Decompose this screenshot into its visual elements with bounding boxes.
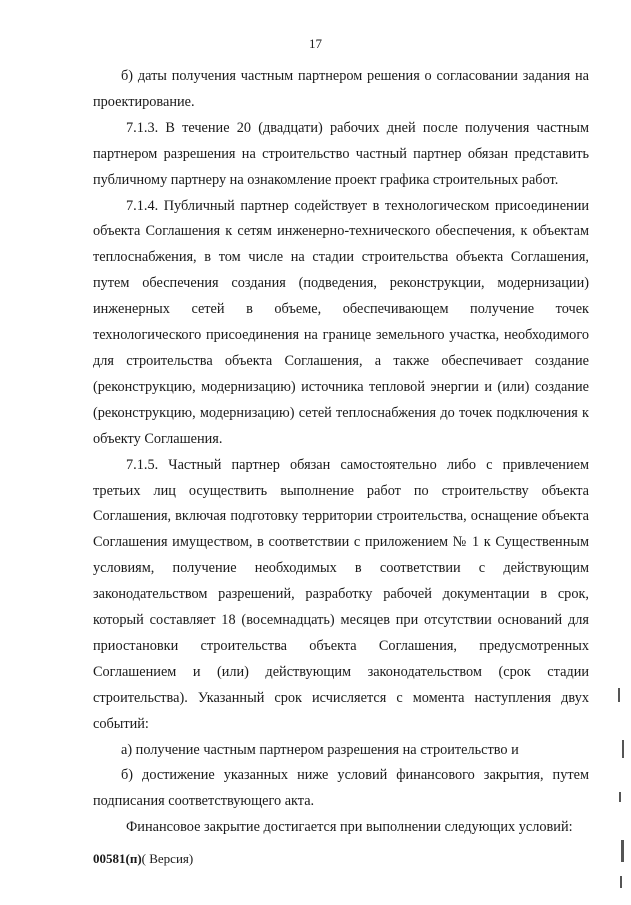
paragraph-item-b-financial: б) достижение указанных ниже условий финансового закрытия, путем подписания соответствующего акта. xyxy=(93,767,589,810)
paragraph-7-1-4: 7.1.4. Публичный партнер содействует в технологическом присоединении объекта Соглашения к сетям инженерно-технического обеспечения, к объектам теплоснабжения, в том числе на стадии строительства объекта Соглашения, путем обеспечения создания (подведения, реконструкции, модернизации) инженерных сетей в объеме, обеспечивающем получение точек технологического присоединения на границе земельного участка, необходимого для строительства объекта Соглашения, а также обеспечивает создание (реконструкцию, модернизацию) источника тепловой энергии и (или) создание (реконструкцию, модернизацию) сетей теплоснабжения до точек подключения к объекту Соглашения. xyxy=(93,197,589,447)
page-number: 17 xyxy=(309,36,322,51)
paragraph-financial-closing: Финансовое закрытие достигается при выполнении следующих условий: xyxy=(126,819,573,836)
scan-artifact xyxy=(621,840,624,862)
document-body xyxy=(93,64,589,841)
document-code: 00581(п) xyxy=(93,851,142,866)
document-footer xyxy=(93,851,193,867)
paragraph-item-a: а) получение частным партнером разрешения на строительство и xyxy=(121,741,519,758)
paragraph-item-b-dates: б) даты получения частным партнером решения о согласовании задания на проектирование. xyxy=(93,68,589,110)
document-version: ( Версия) xyxy=(141,851,194,866)
scan-artifact xyxy=(620,876,622,888)
paragraph-7-1-3: 7.1.3. В течение 20 (двадцати) рабочих дней после получения частным партнером разрешения на строительство частный партнер обязан представить публичному партнеру на ознакомление проект графика строительных работ. xyxy=(93,119,589,188)
scan-artifact xyxy=(618,688,620,702)
scan-artifact xyxy=(622,740,624,758)
scan-artifact xyxy=(619,792,621,802)
paragraph-7-1-5: 7.1.5. Частный партнер обязан самостоятельно либо с привлечением третьих лиц осуществить выполнение работ по строительству объекта Соглашения, включая подготовку территории строительства, оснащение объекта Соглашения имуществом, в соответствии с приложением № 1 к Существенным условиям, получение необходимых в соответствии с действующим законодательством разрешений, разработку рабочей документации в срок, который составляет 18 (восемнадцать) месяцев при отсутствии оснований для приостановки строительства объекта Соглашения, предусмотренных Соглашением и (или) действующим законодательством (срок стадии строительства). Указанный срок исчисляется с момента наступления двух событий: xyxy=(93,456,589,732)
